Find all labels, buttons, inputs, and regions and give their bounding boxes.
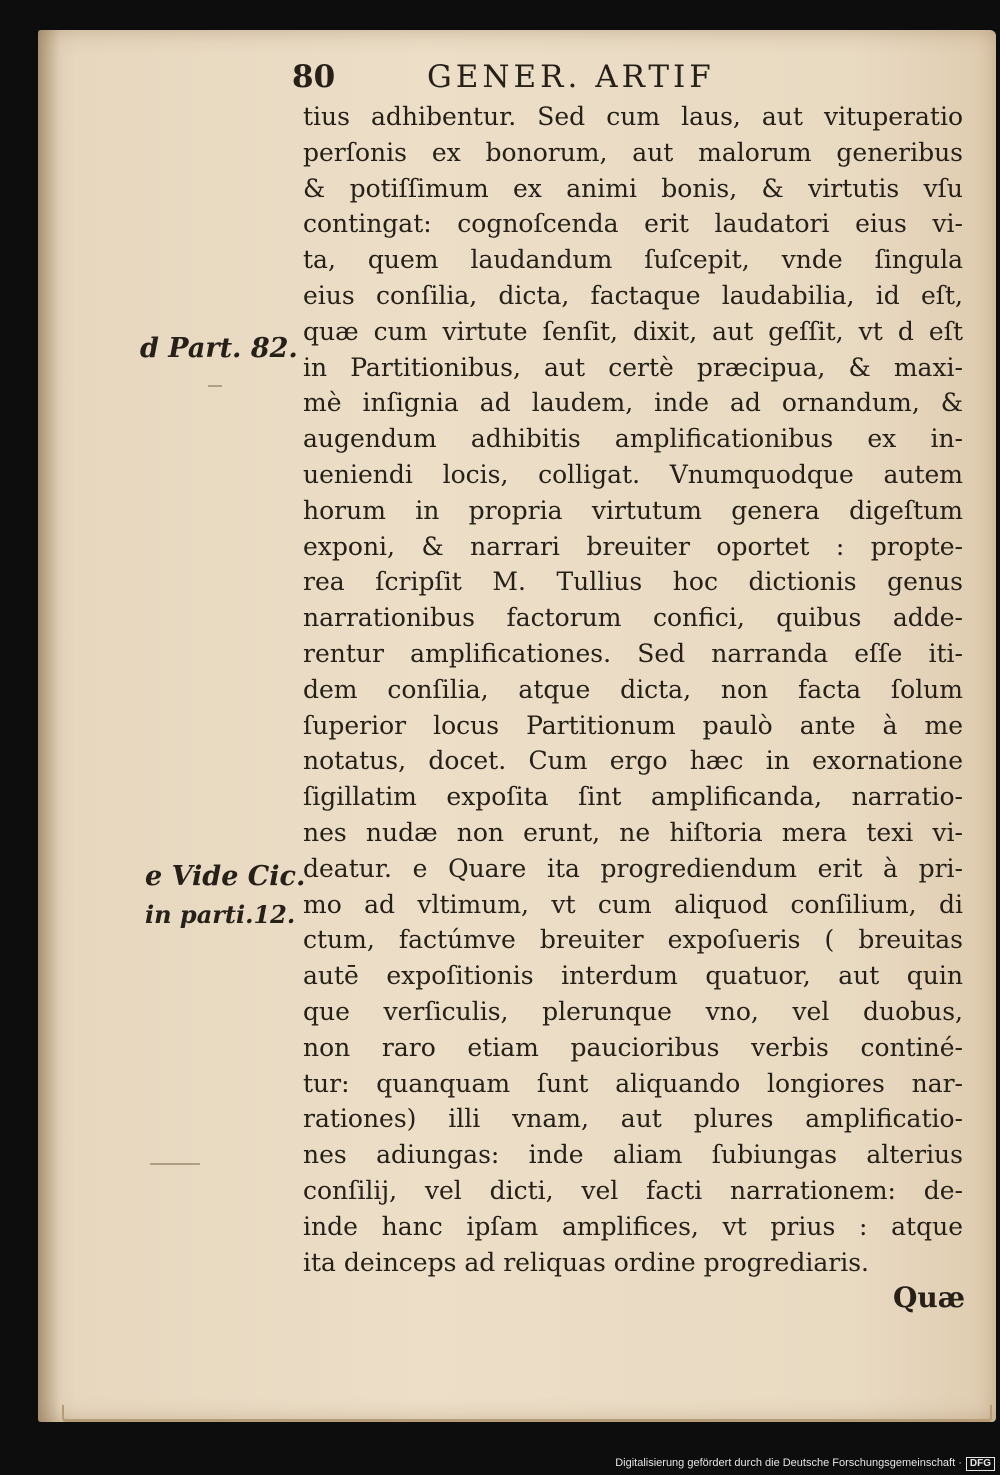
text-line: nes adiungas: inde aliam ſubiungas alterius: [303, 1140, 963, 1170]
digitization-credit-text: Digitalisierung gefördert durch die Deutsche Forschungsgemeinschaft ·: [615, 1457, 962, 1469]
text-line: tur: quanquam ſunt aliquando longiores nar-: [303, 1068, 963, 1098]
running-head: [292, 56, 912, 98]
page-bottom-edge: [62, 1405, 992, 1422]
digitization-credit: [560, 1455, 995, 1471]
marginal-note-e-line-1: e Vide Cic.: [145, 861, 306, 892]
text-line: tius adhibentur. Sed cum laus, aut vituperatio: [303, 102, 963, 131]
text-line: autē expoſitionis interdum quatuor, aut quin: [303, 961, 963, 991]
text-line: perſonis ex bonorum, aut malorum generibus: [303, 137, 963, 167]
page-number: 80: [292, 59, 336, 95]
text-line: ueniendi locis, colligat. Vnumquodque autem: [303, 459, 963, 489]
running-title: GENER. ARTIF: [427, 59, 715, 95]
text-line: rentur amplificationes. Sed narranda eſſe iti-: [303, 638, 963, 668]
text-line: notatus, docet. Cum ergo hæc in exornatione: [303, 746, 963, 776]
text-line: quæ cum virtute ſenſit, dixit, aut geſſit, vt d eſt: [303, 316, 963, 346]
text-line: ſigillatim expoſita ſint amplificanda, narratio-: [303, 782, 963, 812]
text-line: conſilij, vel dicti, vel facti narrationem: de-: [303, 1175, 963, 1205]
text-line: & potiſſimum ex animi bonis, & virtutis vſu: [303, 173, 963, 203]
text-line: contingat: cognoſcenda erit laudatori eius vi-: [303, 209, 963, 239]
text-line: narrationibus factorum confici, quibus adde-: [303, 603, 963, 633]
text-line: mo ad vltimum, vt cum aliquod conſilium, di: [303, 889, 963, 919]
page-blemish: [208, 385, 222, 387]
page-blemish: [150, 1163, 200, 1165]
text-line: dem conſilia, atque dicta, non facta ſolum: [303, 674, 963, 704]
page-gutter-shadow: [38, 30, 60, 1422]
text-line: que verſiculis, plerunque vno, vel duobus,: [303, 996, 963, 1026]
text-line: rea ſcripſit M. Tullius hoc dictionis genus: [303, 567, 963, 597]
text-line: horum in propria virtutum genera digeſtum: [303, 495, 963, 525]
text-line: eius conſilia, dicta, factaque laudabilia, id eſt,: [303, 280, 963, 310]
text-line: non raro etiam paucioribus verbis continé-: [303, 1032, 963, 1062]
catchword: Quæ: [893, 1281, 966, 1314]
text-line: augendum adhibitis amplificationibus ex in-: [303, 424, 963, 454]
text-line: ſuperior locus Partitionum paulò ante à me: [303, 710, 963, 740]
marginal-note-d: d Part. 82.: [140, 333, 298, 364]
text-line: nes nudæ non erunt, ne hiſtoria mera texi vi-: [303, 817, 963, 847]
text-line: ctum, factúmve breuiter expoſueris ( breuitas: [303, 925, 963, 955]
body-text: [303, 99, 963, 1280]
text-line: inde hanc ipſam amplifices, vt prius : atque: [303, 1211, 963, 1241]
dfg-logo: DFG: [966, 1457, 995, 1471]
text-line: exponi, & narrari breuiter oportet : propte-: [303, 531, 963, 561]
text-line: deatur. e Quare ita progrediendum erit à pri-: [303, 853, 963, 883]
text-line: mè inſignia ad laudem, inde ad ornandum, &: [303, 388, 963, 418]
text-line: in Partitionibus, aut certè præcipua, & maxi-: [303, 352, 963, 382]
text-line: rationes) illi vnam, aut plures amplificatio-: [303, 1104, 963, 1134]
marginal-note-e-line-2: in parti.12.: [145, 900, 296, 929]
text-line: ta, quem laudandum ſuſcepit, vnde ſingula: [303, 245, 963, 275]
text-line: ita deinceps ad reliquas ordine progrediaris.: [303, 1247, 869, 1277]
